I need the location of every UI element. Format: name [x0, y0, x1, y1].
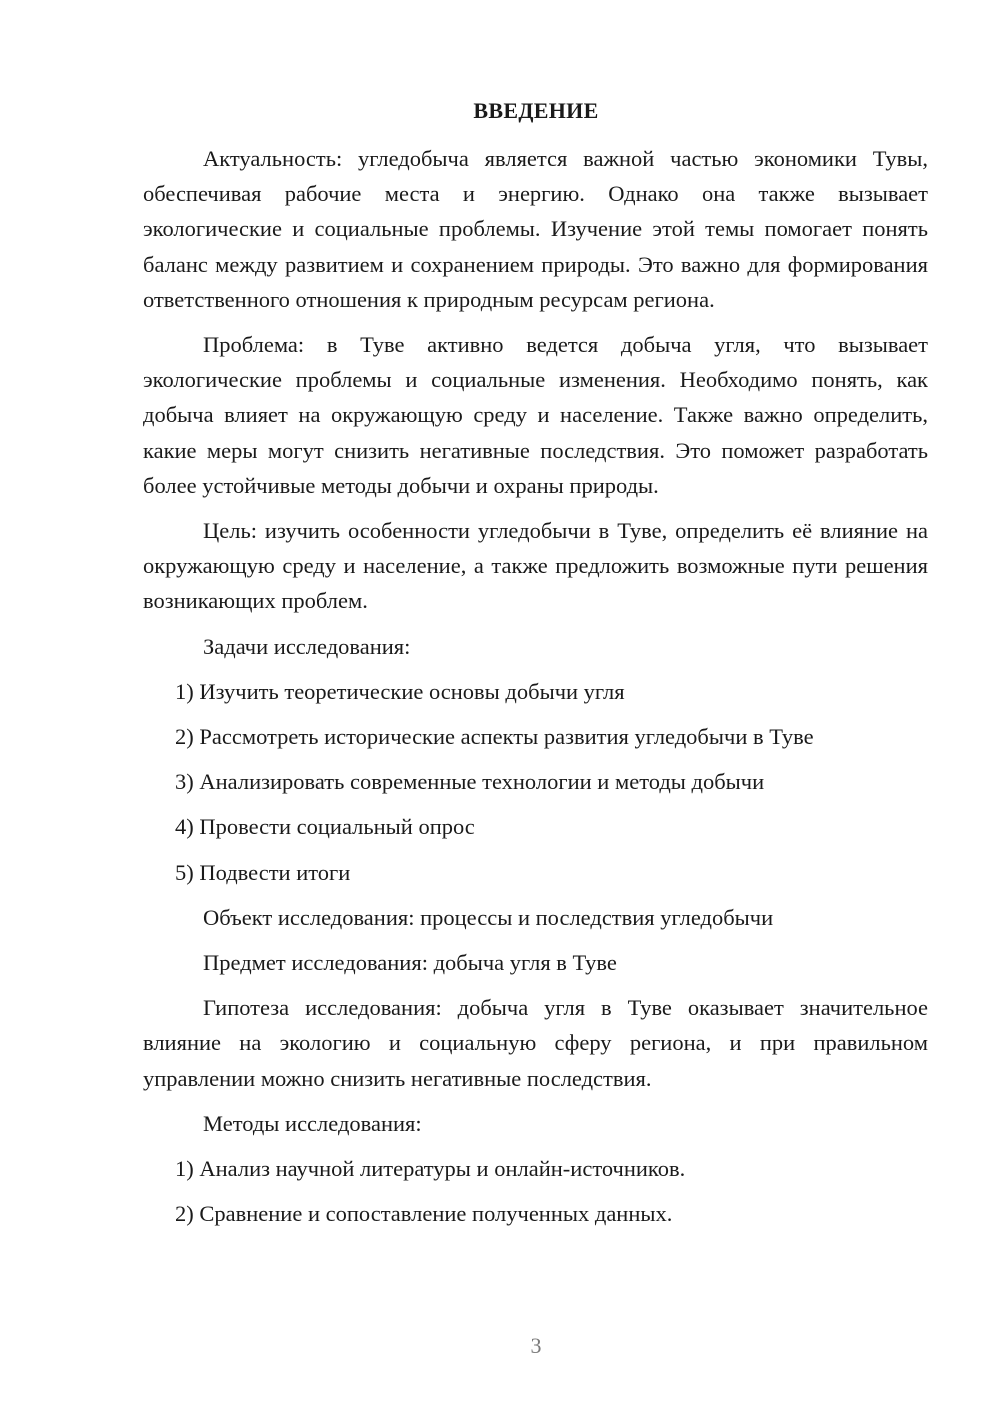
- research-subject: Предмет исследования: добыча угля в Туве: [203, 950, 617, 976]
- method-item: 1) Анализ научной литературы и онлайн-источников.: [175, 1156, 686, 1182]
- method-item: 2) Сравнение и сопоставление полученных данных.: [175, 1201, 673, 1227]
- problem-paragraph: Проблема: в Туве активно ведется добыча угля, что вызывает экологические проблемы и социальные изменения. Необходимо понять, как добыча влияет на окружающую среду и население. Также важно определить, какие меры могут снизить негативные последствия. Это поможет разработать более устойчивые методы добычи и охраны природы.: [143, 332, 928, 498]
- hypothesis-paragraph: Гипотеза исследования: добыча угля в Туве оказывает значительное влияние на экологию и социальную сферу региона, и при правильном управлении можно снизить негативные последствия.: [143, 995, 928, 1091]
- tasks-heading: Задачи исследования:: [203, 633, 411, 659]
- goal-paragraph: Цель: изучить особенности угледобычи в Туве, определить её влияние на окружающую среду и население, а также предложить возможные пути решения возникающих проблем.: [143, 518, 928, 614]
- task-item: 1) Изучить теоретические основы добычи угля: [175, 678, 625, 704]
- body-text: [143, 141, 928, 1241]
- methods-heading: Методы исследования:: [203, 1110, 422, 1136]
- task-item: 2) Рассмотреть исторические аспекты развития угледобычи в Туве: [175, 724, 814, 750]
- task-item: 3) Анализировать современные технологии и методы добычи: [175, 769, 765, 795]
- relevance-paragraph: Актуальность: угледобыча является важной частью экономики Тувы, обеспечивая рабочие места и энергию. Однако она также вызывает экологические и социальные проблемы. Изучение этой темы помогает понять баланс между развитием и сохранением природы. Это важно для формирования ответственного отношения к природным ресурсам региона.: [143, 146, 928, 312]
- task-item: 5) Подвести итоги: [175, 859, 351, 885]
- page-number: 3: [530, 1333, 542, 1358]
- task-item: 4) Провести социальный опрос: [175, 814, 475, 840]
- section-title: ВВЕДЕНИЕ: [473, 98, 599, 123]
- research-object: Объект исследования: процессы и последствия угледобычи: [203, 904, 774, 930]
